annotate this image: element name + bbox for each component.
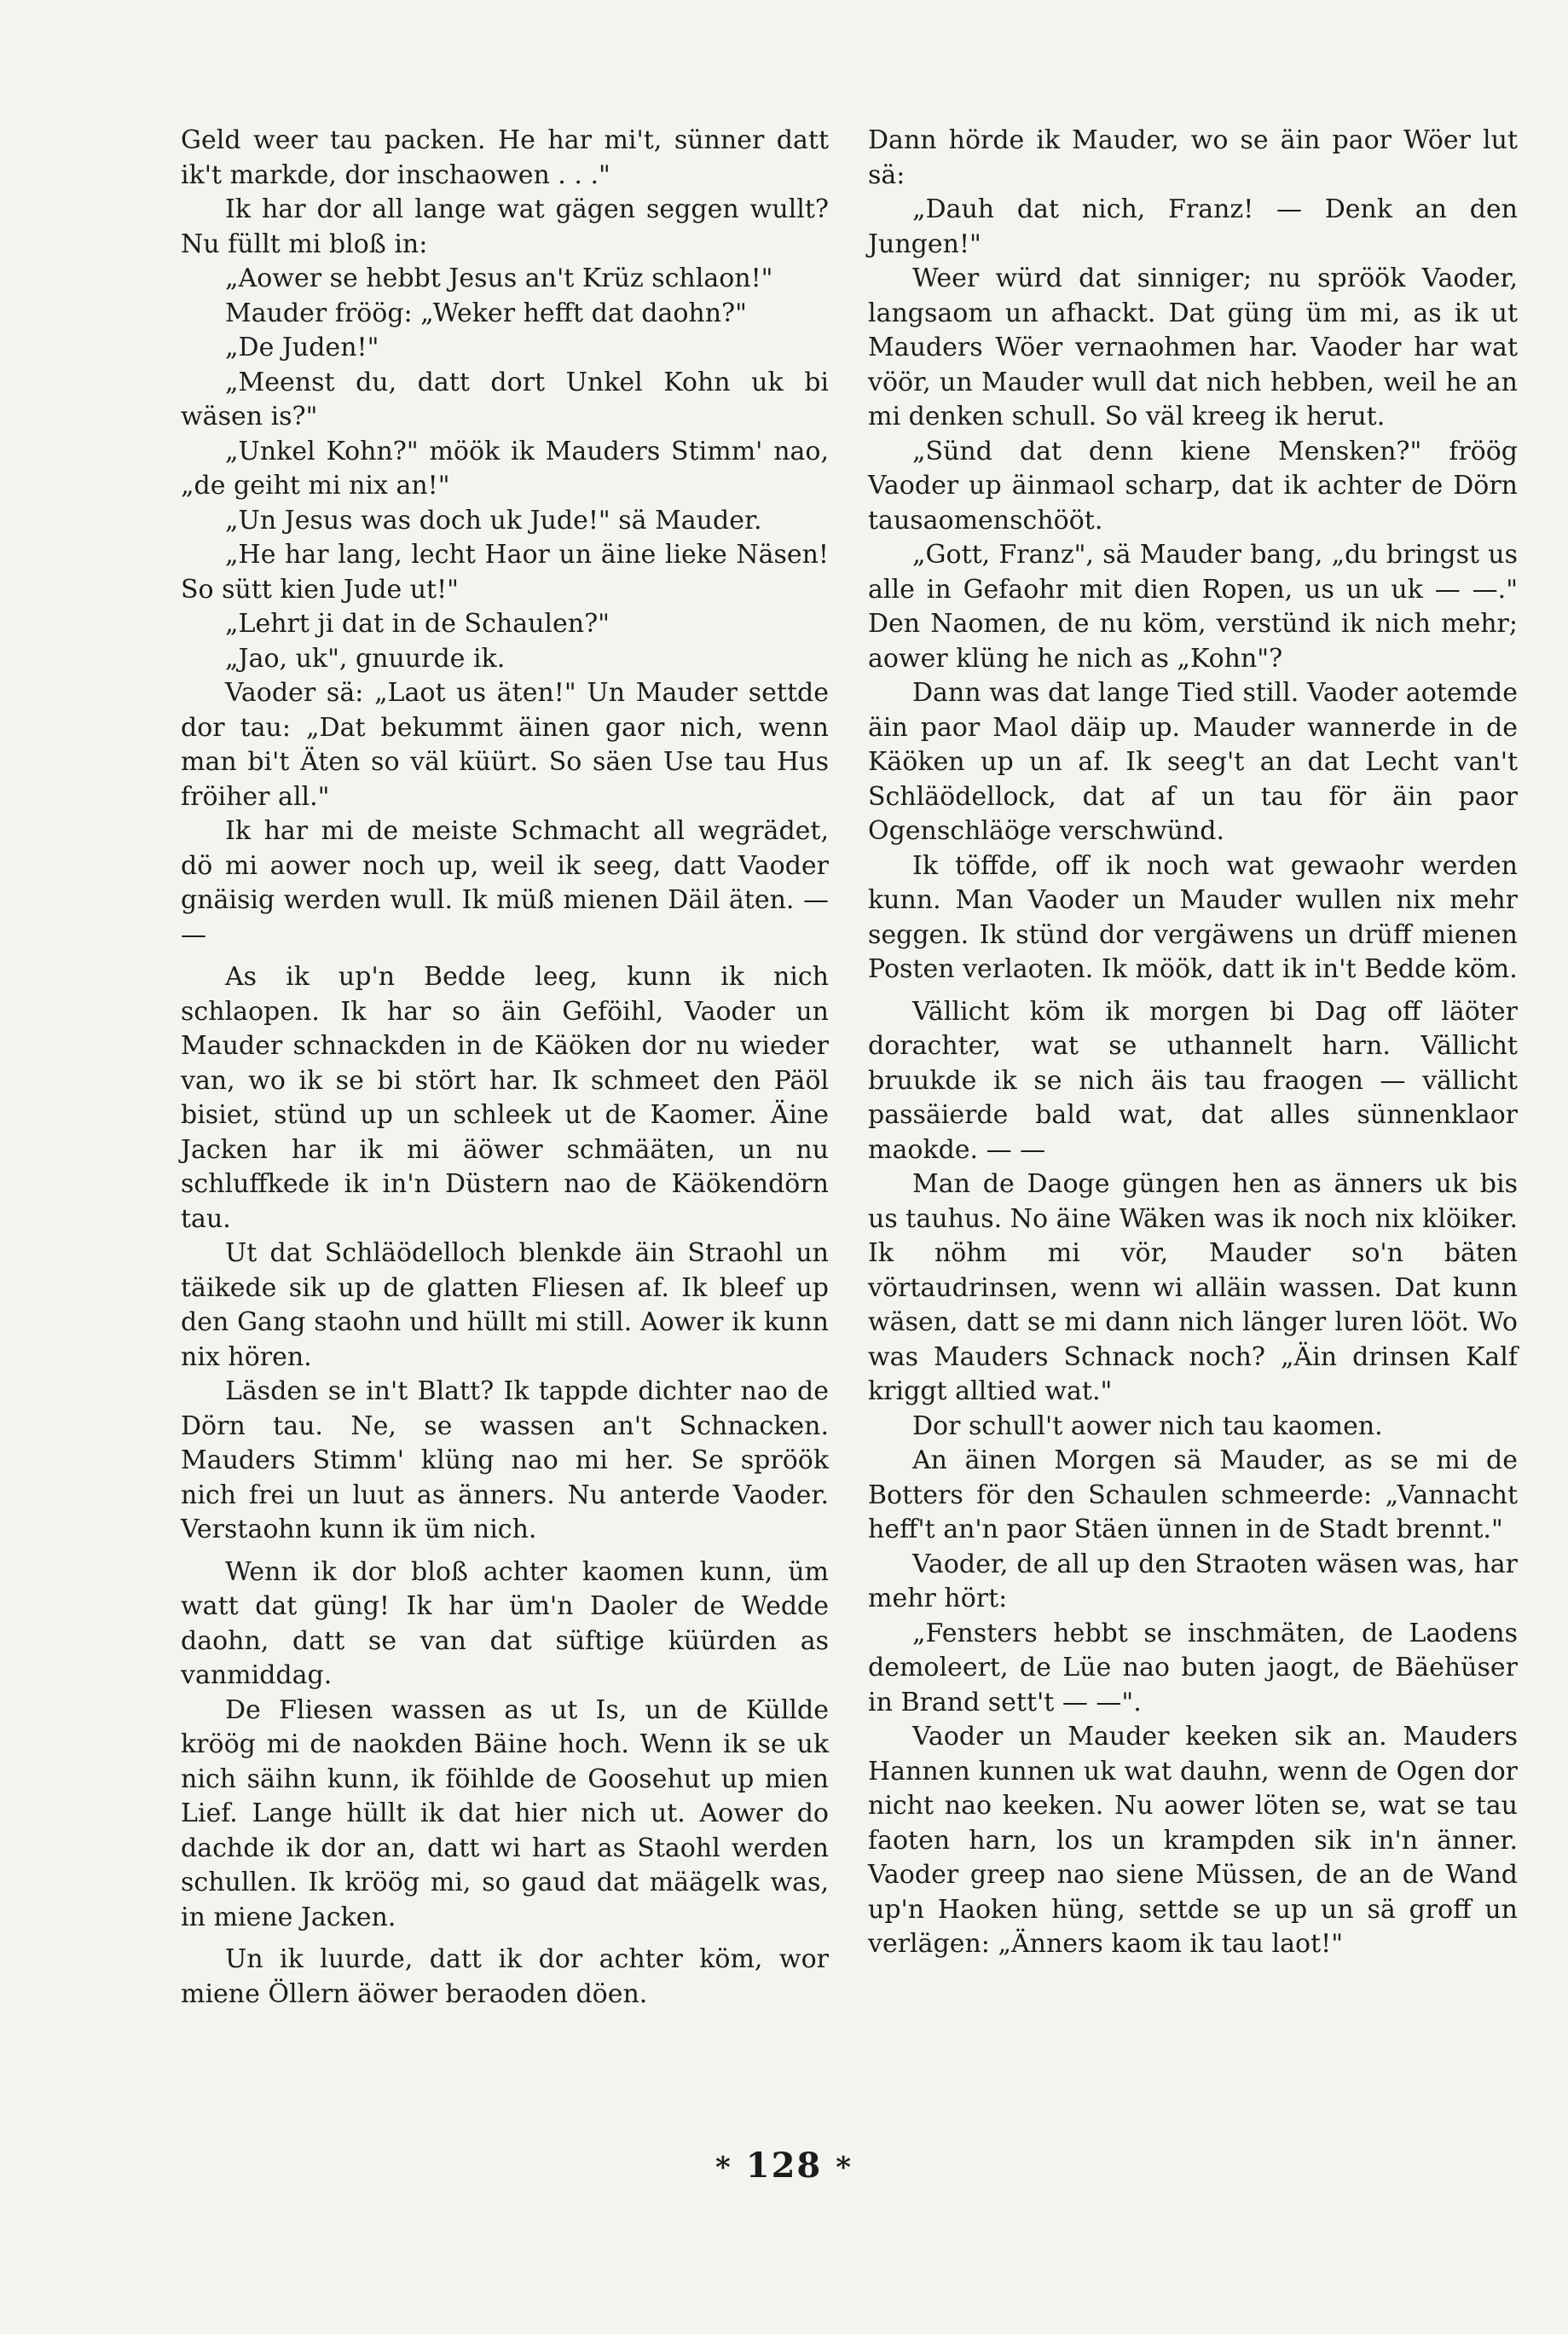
paragraph: Vaoder un Mauder keeken sik an. Mauders Hannen kunnen uk wat dauhn, wenn de Ogen dor nicht nao keeken. Nu aower löten se, wat se tau faoten harn, los un krampden sik in'n änner. Vaoder greep nao siene Müssen, de an de Wand up'n Haoken hüng, settde se up un sä groff un verlägen: „Änners kaom ik tau laot!" bbox=[868, 1722, 1518, 1959]
paragraph: Vaoder sä: „Laot us äten!" Un Mauder settde dor tau: „Dat bekummt äinen gaor nich, wenn man bi't Äten so väl küürt. So säen Use tau Hus fröiher all." bbox=[181, 678, 829, 812]
paragraph: Ik töffde, off ik noch wat gewaohr werden kunn. Man Vaoder un Mauder wullen nix mehr seggen. Ik stünd dor vergäwens un drüff mienen Posten verlaoten. Ik möök, datt ik in't Bedde köm. bbox=[868, 850, 1518, 984]
paragraph: „Un Jesus was doch uk Jude!" sä Mauder. bbox=[225, 505, 762, 536]
paragraph: As ik up'n Bedde leeg, kunn ik nich schlaopen. Ik har so äin Geföihl, Vaoder un Mauder schnackden in de Käöken dor nu wieder van, wo ik se bi stört har. Ik schmeet den Päöl bisiet, stünd up un schleek ut de Kaomer. Äine Jacken har ik mi äöwer schmääten, un nu schluffkede ik in'n Düstern nao de Käökendörn tau. bbox=[181, 962, 829, 1234]
paragraph: „Unkel Kohn?" möök ik Mauders Stimm' nao, „de geiht mi nix an!" bbox=[181, 436, 829, 501]
paragraph: Dann hörde ik Mauder, wo se äin paor Wöer lut sä: bbox=[868, 125, 1518, 190]
paragraph: Dann was dat lange Tied still. Vaoder aotemde äin paor Maol däip up. Mauder wannerde in de Käöken up un af. Ik seeg't an dat Lecht van't Schläödellock, dat af un tau för äin paor Ogenschläöge verschwünd. bbox=[868, 678, 1518, 846]
paragraph: Weer würd dat sinniger; nu spröök Vaoder, langsaom un afhackt. Dat güng üm mi, as ik ut Mauders Wöer vernaohmen har. Vaoder har wat vöör, un Mauder wull dat nich hebben, weil he an mi denken schull. So väl kreeg ik herut. bbox=[868, 264, 1518, 431]
paragraph: Dor schull't aower nich tau kaomen. bbox=[912, 1410, 1383, 1441]
paragraph: „Meenst du, datt dort Unkel Kohn uk bi wäsen is?" bbox=[181, 367, 829, 431]
paragraph: Un ik luurde, datt ik dor achter köm, wor miene Öllern äöwer beraoden döen. bbox=[181, 1944, 829, 2009]
paragraph: Mauder fröög: „Weker hefft dat daohn?" bbox=[225, 298, 747, 328]
paragraph: Ut dat Schläödelloch blenkde äin Straohl un täikede sik up de glatten Fliesen af. Ik bleef up den Gang staohn und hüllt mi still. Aower ik kunn nix hören. bbox=[181, 1238, 829, 1372]
paragraph: Vällicht köm ik morgen bi Dag off läöter dorachter, wat se uthannelt harn. Vällicht bruukde ik se nich äis tau fraogen — vällicht passäierde bald wat, dat alles sünnenklaor maokde. — — bbox=[868, 996, 1518, 1165]
page-number: 128 bbox=[745, 2146, 823, 2186]
paragraph: „Aower se hebbt Jesus an't Krüz schlaon!" bbox=[225, 264, 773, 293]
paragraph: An äinen Morgen sä Mauder, as se mi de Botters för den Schaulen schmeerde: „Vannacht heff't an'n paor Stäen ünnen in de Stadt brennt." bbox=[868, 1445, 1518, 1544]
paragraph: „De Juden!" bbox=[225, 333, 379, 362]
paragraph: Man de Daoge güngen hen as änners uk bis us tauhus. No äine Wäken was ik noch nix klöiker. Ik nöhm mi vör, Mauder so'n bäten vörtaudrinsen, wenn wi alläin wassen. Dat kunn wäsen, datt se mi dann nich länger luren lööt. Wo was Mauders Schnack noch? „Äin drinsen Kalf kriggt alltied wat." bbox=[868, 1169, 1518, 1406]
page-folio bbox=[0, 2146, 1568, 2186]
paragraph: „Fensters hebbt se inschmäten, de Laodens demoleert, de Lüe nao buten jaogt, de Bäehüser in Brand sett't — —". bbox=[868, 1618, 1518, 1717]
paragraph: Ik har mi de meiste Schmacht all wegrädet, dö mi aower noch up, weil ik seeg, datt Vaoder gnäisig werden wull. Ik müß mienen Däil äten. — — bbox=[181, 816, 829, 950]
paragraph: Läsden se in't Blatt? Ik tappde dichter nao de Dörn tau. Ne, se wassen an't Schnacken. Mauders Stimm' klüng nao mi her. Se spröök nich frei un luut as änners. Nu anterde Vaoder. Verstaohn kunn ik üm nich. bbox=[181, 1376, 829, 1544]
paragraph: De Fliesen wassen as ut Is, un de Küllde kröög mi de naokden Bäine hoch. Wenn ik se uk nich säihn kunn, ik föihlde de Goosehut up mien Lief. Lange hüllt ik dat hier nich ut. Aower do dachde ik dor an, datt wi hart as Staohl werden schullen. Ik kröög mi, so gaud dat määgelk was, in miene Jacken. bbox=[181, 1694, 829, 1932]
paragraph: „Dauh dat nich, Franz! — Denk an den Jungen!" bbox=[868, 194, 1518, 259]
paragraph: „Lehrt ji dat in de Schaulen?" bbox=[225, 609, 610, 639]
folio-star-right: * bbox=[836, 2151, 853, 2185]
right-text-column bbox=[868, 124, 1518, 1962]
paragraph: Ik har dor all lange wat gägen seggen wullt? Nu füllt mi bloß in: bbox=[181, 194, 829, 259]
paragraph: „He har lang, lecht Haor un äine lieke Näsen! So sütt kien Jude ut!" bbox=[181, 540, 829, 605]
paragraph: „Gott, Franz", sä Mauder bang, „du bringst us alle in Gefaohr mit dien Ropen, us un uk — —." Den Naomen, de nu köm, verstünd ik nich mehr; aower klüng he nich as „Kohn"? bbox=[868, 540, 1518, 674]
paragraph: Vaoder, de all up den Straoten wäsen was, har mehr hört: bbox=[868, 1549, 1518, 1613]
paragraph: „Jao, uk", gnuurde ik. bbox=[225, 643, 506, 674]
folio-star-left: * bbox=[715, 2151, 732, 2185]
left-text-column bbox=[181, 124, 829, 2012]
paragraph: Wenn ik dor bloß achter kaomen kunn, üm watt dat güng! Ik har üm'n Daoler de Wedde daohn, datt se van dat süftige küürden as vanmiddag. bbox=[181, 1556, 829, 1690]
paragraph: Geld weer tau packen. He har mi't, sünner datt ik't markde, dor inschaowen . . ." bbox=[181, 125, 829, 190]
paragraph: „Sünd dat denn kiene Mensken?" fröög Vaoder up äinmaol scharp, dat ik achter de Dörn tausaomenschööt. bbox=[868, 436, 1518, 536]
